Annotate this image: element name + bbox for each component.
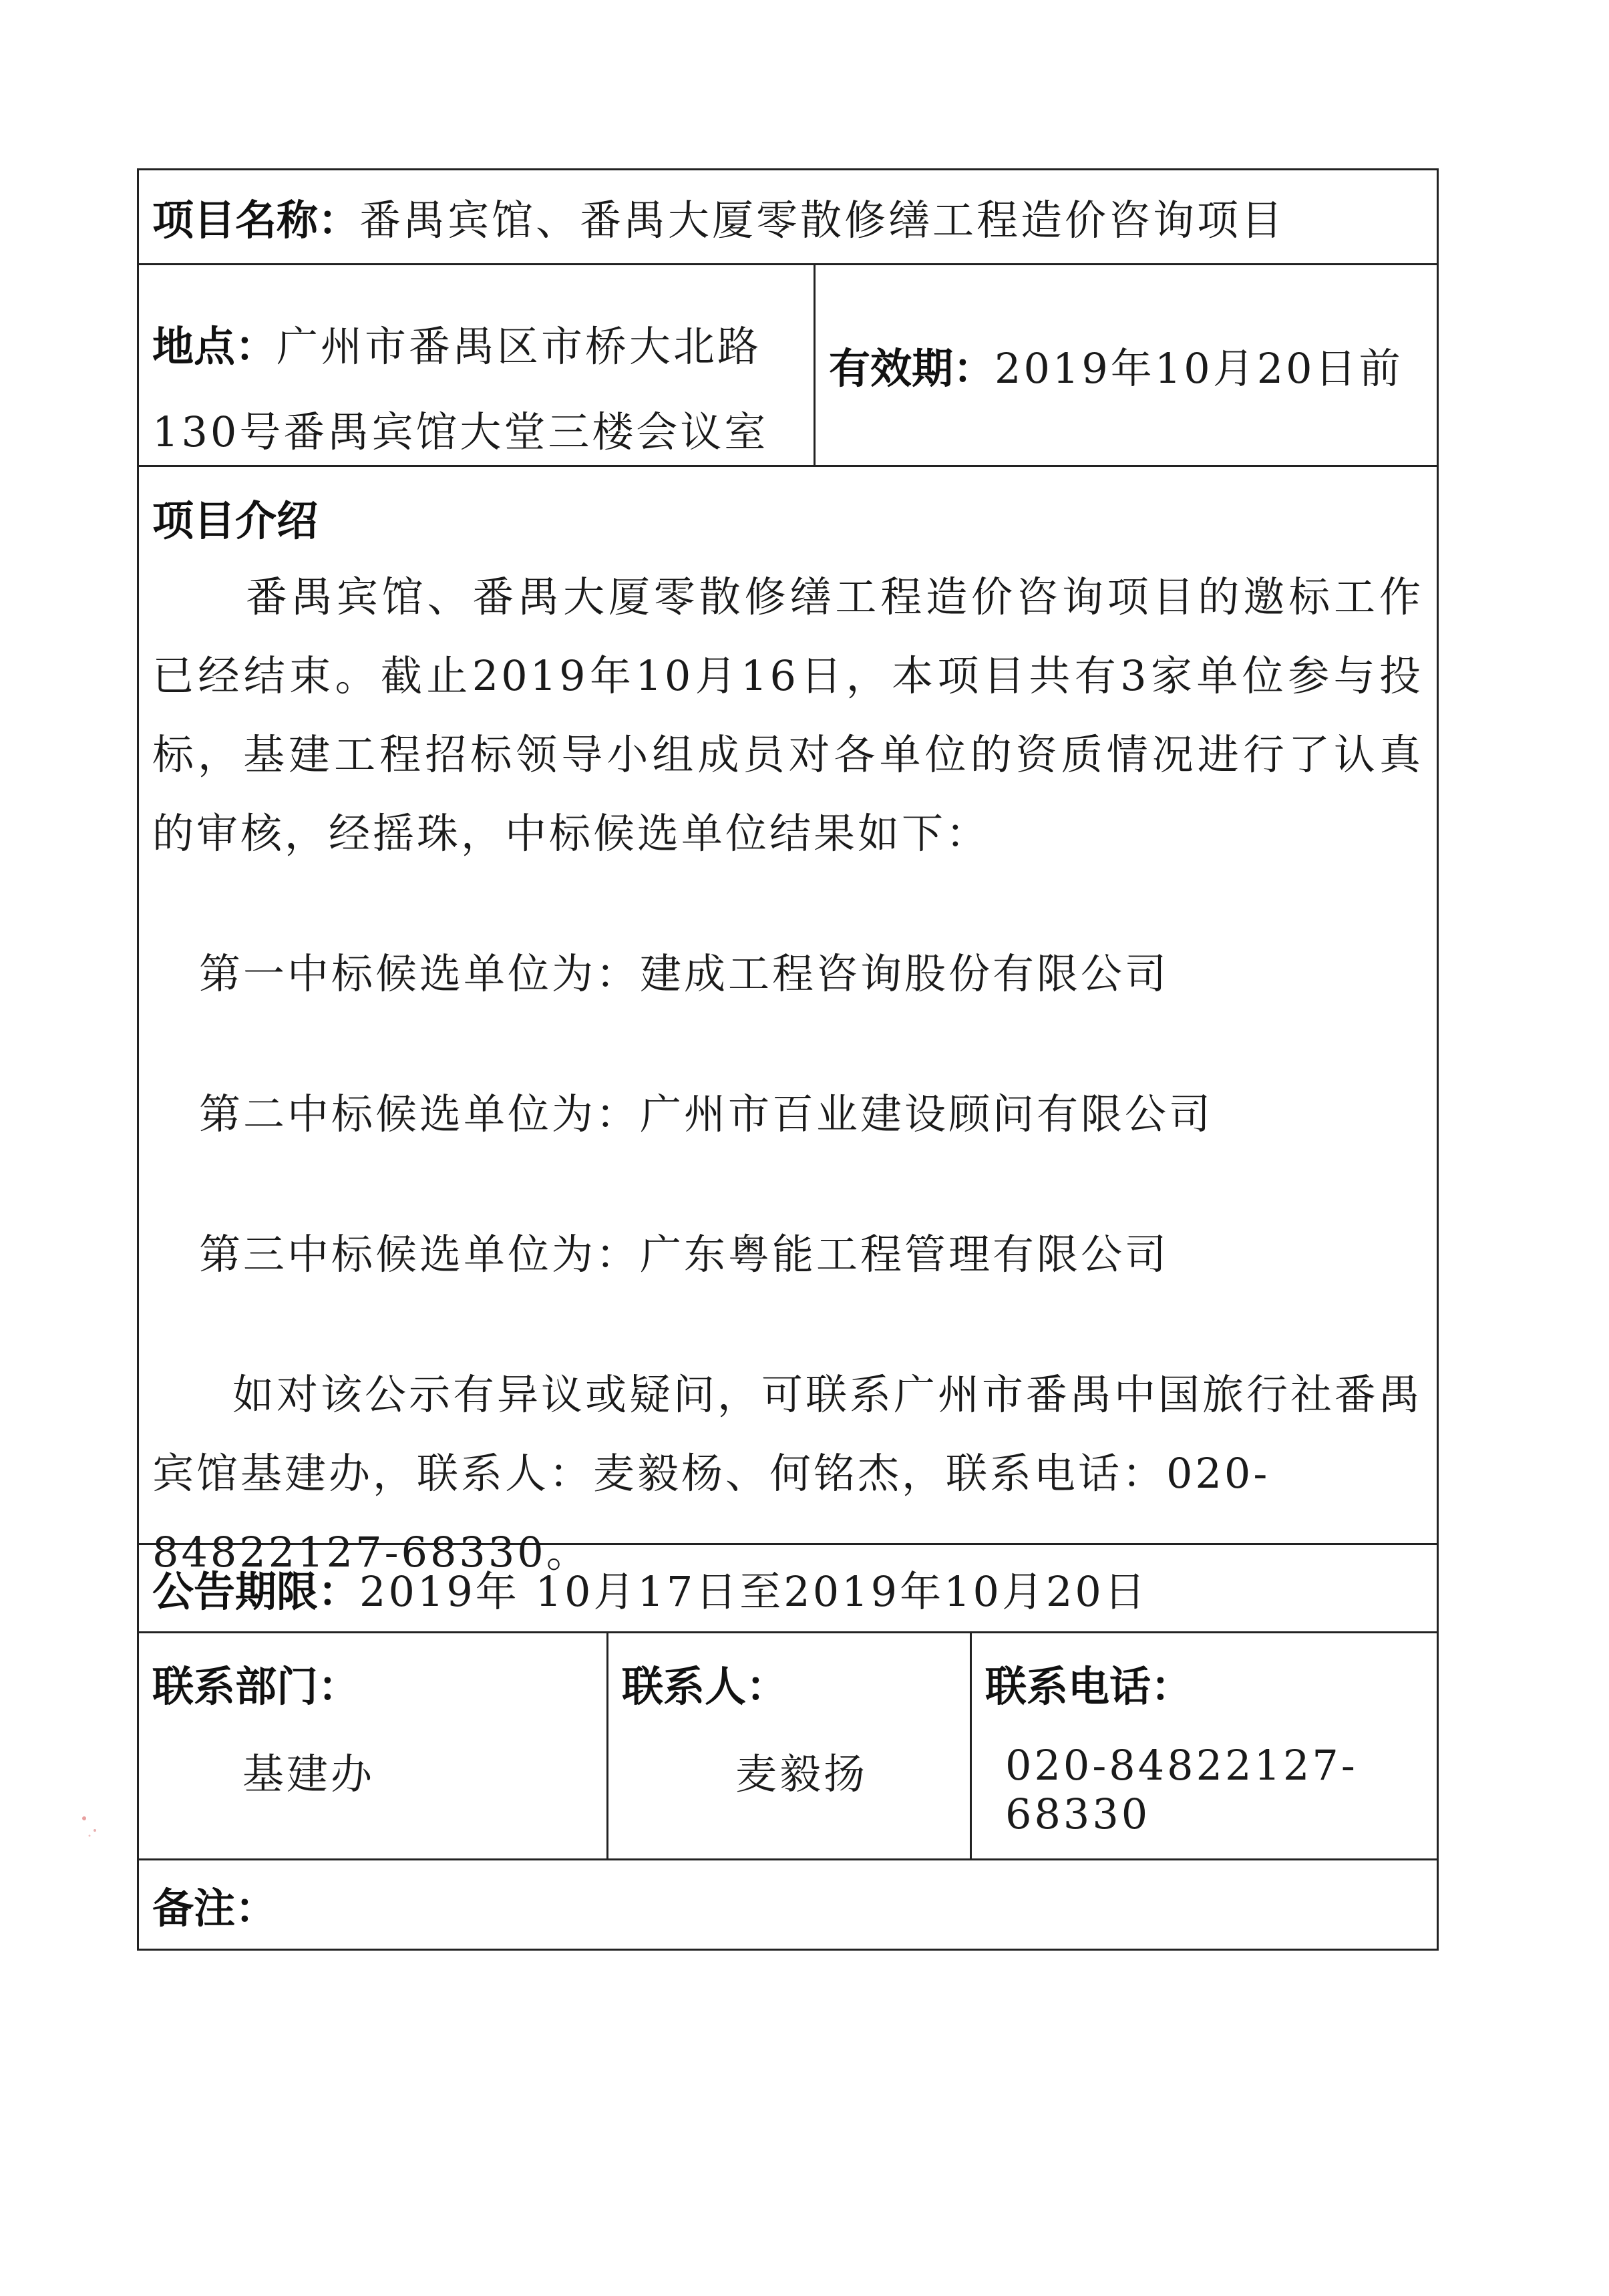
location-validity-row bbox=[139, 265, 1437, 467]
project-name-cell bbox=[139, 187, 1437, 247]
remarks-cell bbox=[139, 1875, 1437, 1935]
person-value: 麦毅扬 bbox=[735, 1750, 868, 1798]
person-label: 联系人： bbox=[622, 1662, 788, 1711]
validity-value: 2019年10月20日前 bbox=[995, 344, 1403, 393]
location-line-1: 广州市番禺区市桥大北路 bbox=[277, 322, 762, 371]
validity-cell bbox=[814, 265, 1437, 465]
location-line-2: 130号番禺宾馆大堂三楼会议室 bbox=[152, 407, 769, 456]
phone-value: 020-84822127-68330 bbox=[1005, 1741, 1358, 1838]
dept-label: 联系部门： bbox=[152, 1662, 360, 1711]
location-label: 地点： bbox=[152, 322, 277, 371]
intro-row bbox=[139, 467, 1437, 1577]
intro-cell bbox=[139, 467, 1437, 1577]
contacts-row bbox=[139, 1633, 1437, 1860]
period-cell bbox=[139, 1559, 1437, 1618]
period-value: 2019年 10月17日至2019年10月20日 bbox=[359, 1567, 1148, 1616]
validity-label: 有效期： bbox=[829, 344, 995, 393]
period-row bbox=[139, 1545, 1437, 1633]
scan-speck-icon bbox=[72, 1804, 112, 1844]
person-cell bbox=[606, 1633, 970, 1858]
candidate-third: 第三中标候选单位为：广东粤能工程管理有限公司 bbox=[199, 1230, 1170, 1279]
intro-paragraph: 番禺宾馆、番禺大厦零散修缮工程造价咨询项目的邀标工作已经结束。截止2019年10月16日，本项目共有3家单位参与投标，基建工程招标领导小组成员对各单位的资质情况进行了认真的审核，经摇珠，中标候选单位结果如下： bbox=[152, 572, 1423, 858]
intro-heading: 项目介绍 bbox=[152, 496, 319, 545]
announcement-table bbox=[137, 168, 1439, 1951]
period-label: 公告期限： bbox=[152, 1567, 360, 1616]
dept-value: 基建办 bbox=[242, 1750, 375, 1798]
location-cell bbox=[139, 265, 814, 465]
candidate-second: 第二中标候选单位为：广州市百业建设顾问有限公司 bbox=[199, 1090, 1214, 1138]
phone-label: 联系电话： bbox=[985, 1662, 1193, 1711]
project-name-label: 项目名称： bbox=[152, 196, 360, 244]
remarks-row bbox=[139, 1860, 1437, 1949]
project-name-value: 番禺宾馆、番禺大厦零散修缮工程造价咨询项目 bbox=[359, 196, 1286, 244]
phone-cell bbox=[970, 1633, 1437, 1858]
remarks-label: 备注： bbox=[152, 1883, 277, 1933]
candidate-first: 第一中标候选单位为：建成工程咨询股份有限公司 bbox=[199, 949, 1170, 998]
dept-cell bbox=[139, 1633, 606, 1858]
project-name-row bbox=[139, 170, 1437, 265]
contact-note: 如对该公示有异议或疑问，可联系广州市番禺中国旅行社番禺宾馆基建办，联系人：麦毅杨、何铭杰，联系电话：020-84822127-68330。 bbox=[152, 1370, 1423, 1577]
